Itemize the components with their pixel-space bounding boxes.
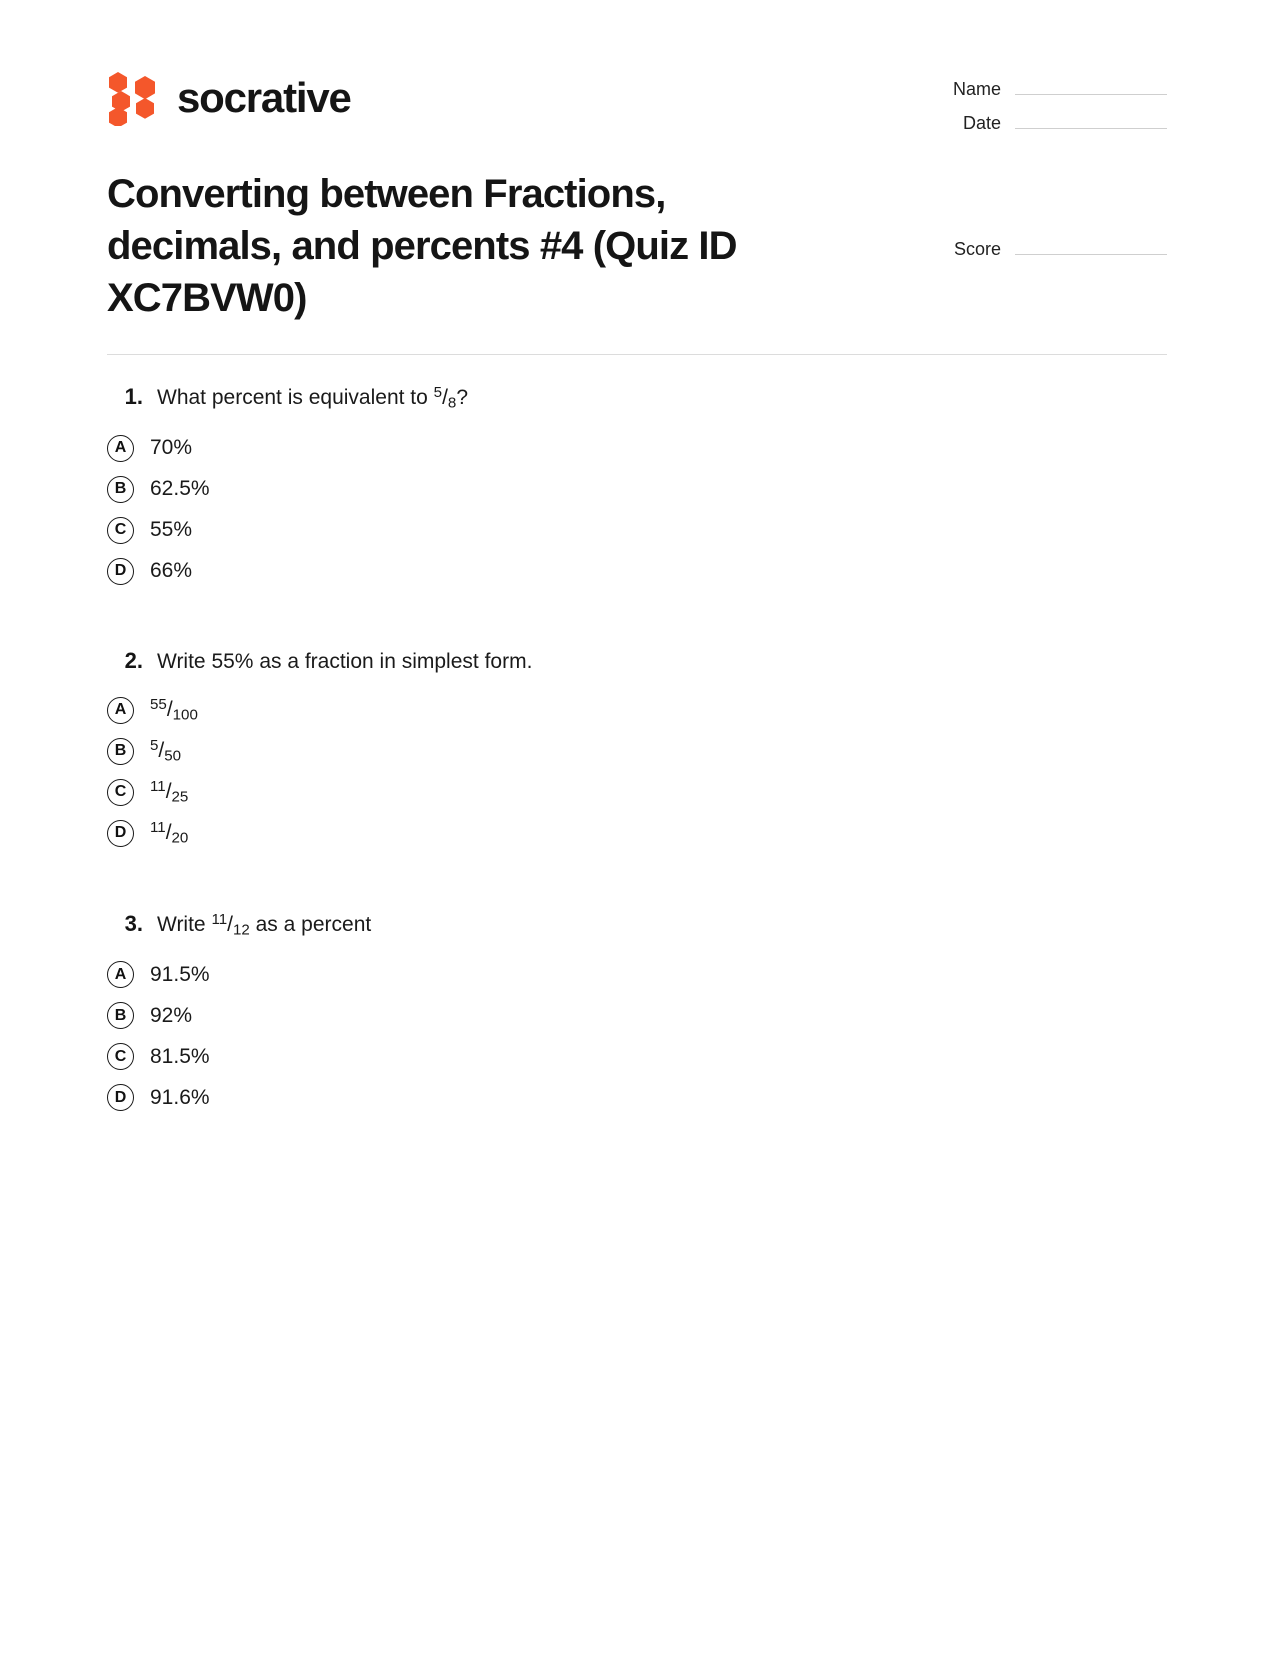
fraction: [433, 384, 457, 412]
option-bubble-d[interactable]: D: [107, 820, 134, 847]
fraction-slash: /: [165, 780, 172, 804]
question-number: 2.: [124, 647, 143, 673]
answer-options: [107, 954, 1167, 1118]
option-bubble-d[interactable]: D: [107, 1084, 134, 1111]
score-write-in-line[interactable]: [1015, 234, 1167, 255]
answer-option[interactable]: [107, 772, 1167, 813]
question-header: [107, 910, 1167, 941]
answer-options: [107, 690, 1167, 854]
option-bubble-c[interactable]: C: [107, 1043, 134, 1070]
option-text: [150, 696, 198, 724]
fraction-numerator: 5: [150, 737, 159, 755]
answer-option[interactable]: [107, 995, 1167, 1036]
option-bubble-d[interactable]: D: [107, 558, 134, 585]
question-header: [107, 383, 1167, 414]
answer-option[interactable]: [107, 731, 1167, 772]
fraction-numerator: 11: [150, 819, 166, 837]
option-bubble-c[interactable]: C: [107, 779, 134, 806]
page-header: [0, 0, 1275, 142]
fraction-denominator: 20: [171, 829, 189, 847]
fraction-slash: /: [227, 912, 233, 936]
option-bubble-a[interactable]: A: [107, 697, 134, 724]
answer-option[interactable]: [107, 428, 1167, 469]
option-bubble-c[interactable]: C: [107, 517, 134, 544]
question-item: [107, 648, 1167, 854]
option-text: [150, 819, 188, 847]
option-bubble-a[interactable]: A: [107, 435, 134, 462]
answer-option[interactable]: [107, 813, 1167, 854]
option-text: 62.5%: [150, 477, 210, 501]
score-field-wrap: [927, 168, 1167, 268]
answer-option[interactable]: [107, 1077, 1167, 1118]
socrative-wordmark: socrative: [177, 74, 351, 121]
option-bubble-b[interactable]: B: [107, 738, 134, 765]
fraction-slash: /: [442, 385, 448, 409]
fraction-denominator: 25: [171, 788, 189, 806]
fraction-slash: /: [165, 821, 172, 845]
option-text: [150, 737, 181, 765]
option-text: 92%: [150, 1004, 193, 1028]
fraction: [150, 696, 198, 724]
score-field-row: [927, 234, 1167, 260]
answer-option[interactable]: [107, 954, 1167, 995]
fraction-denominator: 50: [164, 747, 182, 765]
fraction: [150, 819, 189, 847]
question-number: 1.: [124, 383, 143, 409]
question-prompt: Write 55% as a fraction in simplest form.: [157, 649, 533, 673]
fraction-numerator: 11: [150, 778, 166, 796]
option-text: 91.5%: [150, 963, 210, 987]
fraction-denominator: 100: [172, 706, 198, 724]
name-label: Name: [952, 79, 1001, 99]
socrative-brand: [107, 70, 351, 126]
option-text: 55%: [150, 518, 193, 542]
question-header: [107, 648, 1167, 676]
name-write-in-line[interactable]: [1015, 74, 1167, 95]
date-field-row: [927, 108, 1167, 134]
question-prompt: Write $^{11}$/12 as a percent: [157, 910, 372, 938]
socrative-hexagon-logo-icon: [107, 70, 159, 126]
fraction-denominator: 8: [447, 394, 457, 412]
option-text: 91.6%: [150, 1086, 210, 1110]
fraction-numerator: 55: [150, 696, 167, 714]
date-label: Date: [962, 113, 1001, 133]
score-label: Score: [953, 239, 1001, 259]
option-text: [150, 778, 188, 806]
option-bubble-b[interactable]: B: [107, 476, 134, 503]
question-number: 3.: [124, 910, 143, 936]
answer-option[interactable]: [107, 551, 1167, 592]
page-title: Converting between Fractions, decimals, and percents #4 (Quiz ID XC7BVW0): [107, 172, 737, 320]
name-field-row: [927, 74, 1167, 100]
fraction-slash: /: [158, 739, 165, 763]
fraction: [211, 910, 250, 938]
option-bubble-b[interactable]: B: [107, 1002, 134, 1029]
question-prompt: What percent is equivalent to $^5$/8?: [157, 384, 468, 412]
option-bubble-a[interactable]: A: [107, 961, 134, 988]
fraction-denominator: 12: [232, 920, 250, 938]
answer-option[interactable]: [107, 510, 1167, 551]
date-write-in-line[interactable]: [1015, 108, 1167, 129]
answer-option[interactable]: [107, 1036, 1167, 1077]
option-text: 70%: [150, 436, 193, 460]
answer-option[interactable]: [107, 469, 1167, 510]
fraction-numerator: 11: [211, 910, 228, 928]
fraction: [150, 737, 182, 765]
fraction: [150, 778, 189, 806]
option-text: 66%: [150, 559, 193, 583]
fraction-slash: /: [166, 698, 173, 722]
questions-list: [0, 355, 1275, 1118]
option-text: 81.5%: [150, 1045, 210, 1069]
question-item: [107, 383, 1167, 592]
answer-option[interactable]: [107, 690, 1167, 731]
title-block: [0, 142, 1275, 324]
answer-options: [107, 428, 1167, 592]
fraction-numerator: 5: [433, 384, 443, 401]
question-item: [107, 910, 1167, 1119]
student-identity-fields: [927, 62, 1167, 142]
